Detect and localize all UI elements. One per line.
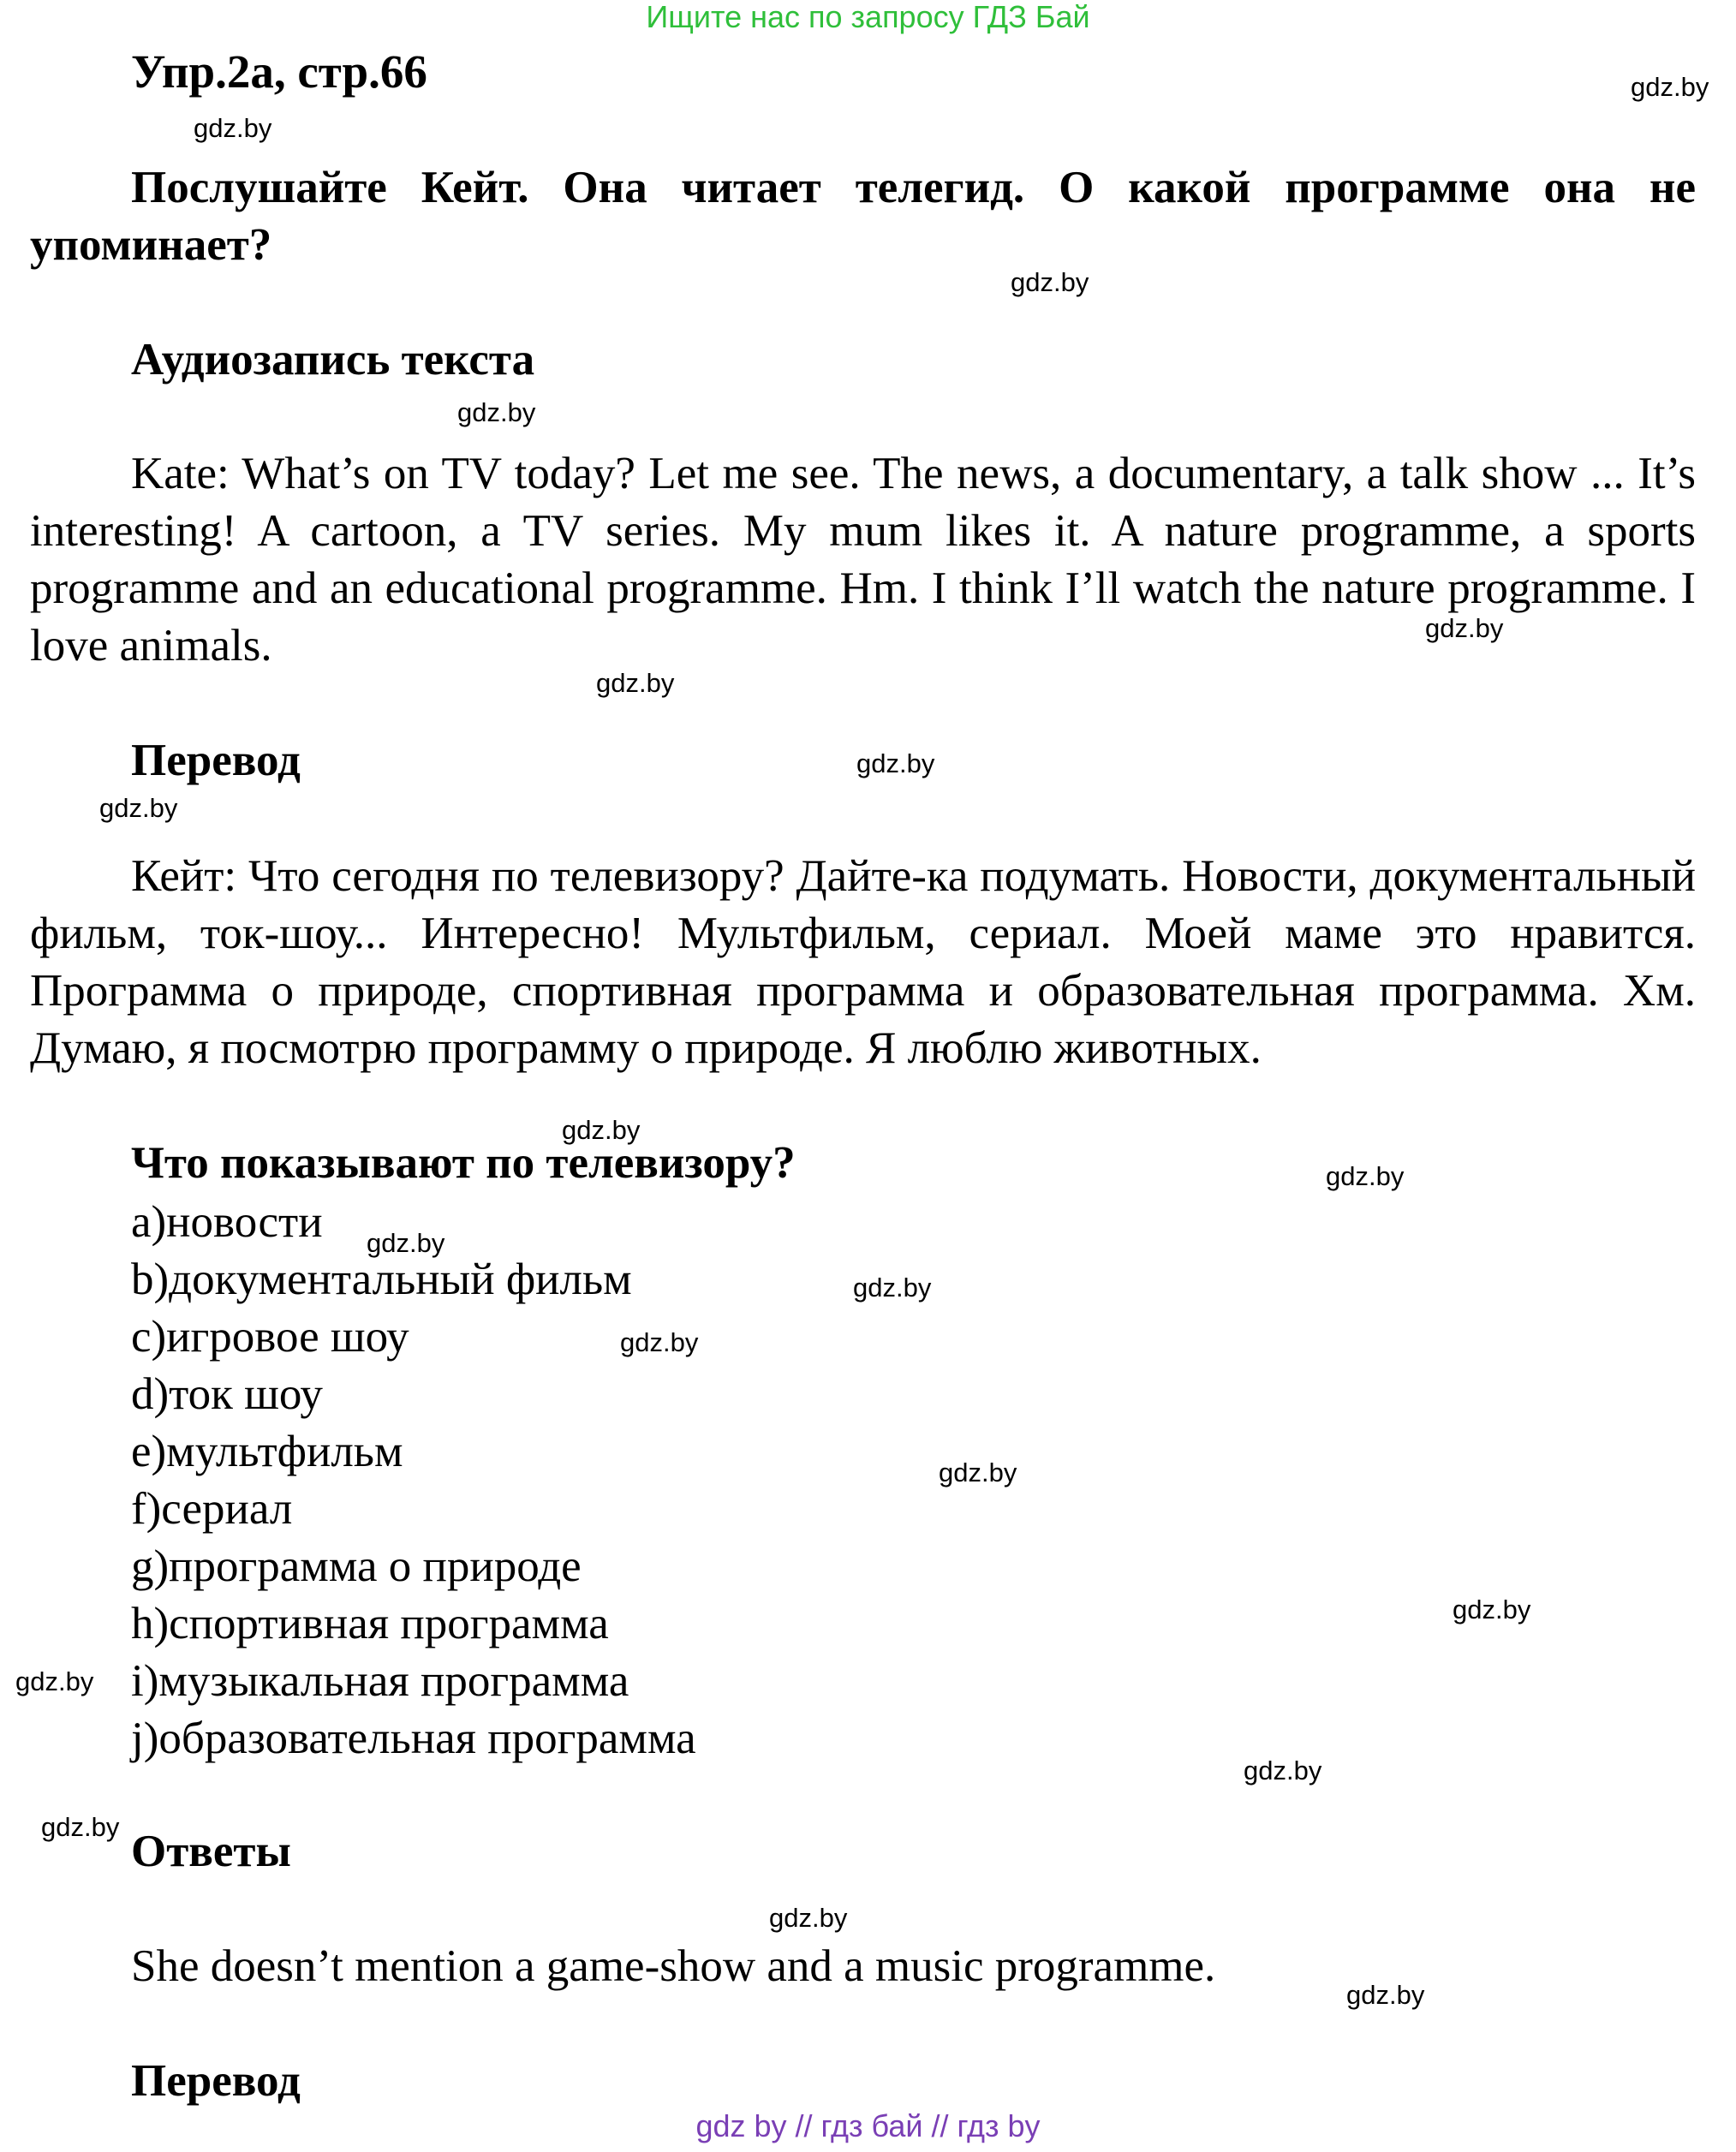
list-item: j)образовательная программа	[131, 1714, 696, 1763]
list-item: c)игровое шоу	[131, 1312, 409, 1362]
translation-text: Кейт: Что сегодня по телевизору? Дайте-ка подумать. Новости, документальный фильм, ток-шоу... Интересно! Мультфильм, сериал. Моей маме это нравится. Программа о природе, спортивная программа и образовательная программа. Хм. Думаю, я посмотрю программу о природе. Я люблю животных.	[30, 851, 1696, 1073]
watermark: gdz.by	[596, 668, 675, 698]
list-item: a)новости	[131, 1197, 323, 1247]
watermark: gdz.by	[1346, 1980, 1425, 2010]
answers-heading: Ответы	[131, 1827, 291, 1876]
audio-transcript: Kate: What’s on TV today? Let me see. The news, a documentary, a talk show ... It’s interesting! A cartoon, a TV series. My mum likes it. A nature programme, a sports programme and an educational programme. Hm. I think I’ll watch the nature programme. I love animals.	[30, 449, 1696, 671]
watermark: gdz.by	[457, 397, 536, 427]
watermark: gdz.by	[194, 113, 272, 143]
watermark: gdz.by	[562, 1115, 641, 1145]
top-banner[interactable]: Ищите нас по запросу ГДЗ Бай	[646, 0, 1090, 34]
task-instruction: Послушайте Кейт. Она читает телегид. О какой программе она не упоминает?	[30, 163, 1696, 270]
watermark: gdz.by	[853, 1273, 932, 1303]
watermark: gdz.by	[1326, 1161, 1405, 1191]
watermark: gdz.by	[1244, 1756, 1322, 1785]
watermark: gdz.by	[620, 1327, 699, 1357]
list-item: i)музыкальная программа	[131, 1656, 629, 1706]
watermark: gdz.by	[1631, 72, 1709, 102]
list-item: e)мультфильм	[131, 1427, 403, 1476]
watermark: gdz.by	[41, 1812, 120, 1842]
list-heading: Что показывают по телевизору?	[131, 1138, 796, 1188]
watermark: gdz.by	[1453, 1595, 1531, 1624]
list-item: h)спортивная программа	[131, 1599, 609, 1648]
tv-programme-list	[131, 1194, 699, 1768]
watermark: gdz.by	[99, 793, 178, 823]
answer-text: She doesn’t mention a game-show and a music programme.	[131, 1941, 1216, 1991]
watermark: gdz.by	[15, 1666, 94, 1696]
watermark: gdz.by	[769, 1903, 848, 1933]
exercise-title: Упр.2a, стр.66	[131, 45, 427, 98]
watermark: gdz.by	[939, 1458, 1017, 1487]
list-item: b)документальный фильм	[131, 1255, 632, 1304]
list-item: f)сериал	[131, 1484, 293, 1534]
watermark: gdz.by	[856, 748, 935, 778]
list-item: d)ток шоу	[131, 1369, 323, 1419]
watermark: gdz.by	[367, 1228, 445, 1258]
list-item: g)программа о природе	[131, 1541, 582, 1591]
audio-heading: Аудиозапись текста	[131, 335, 535, 384]
translation-heading-2: Перевод	[131, 2056, 301, 2106]
bottom-banner[interactable]: gdz by // гдз бай // гдз by	[695, 2108, 1041, 2143]
watermark: gdz.by	[1011, 267, 1089, 297]
translation-heading: Перевод	[131, 736, 301, 785]
watermark: gdz.by	[1425, 613, 1504, 643]
